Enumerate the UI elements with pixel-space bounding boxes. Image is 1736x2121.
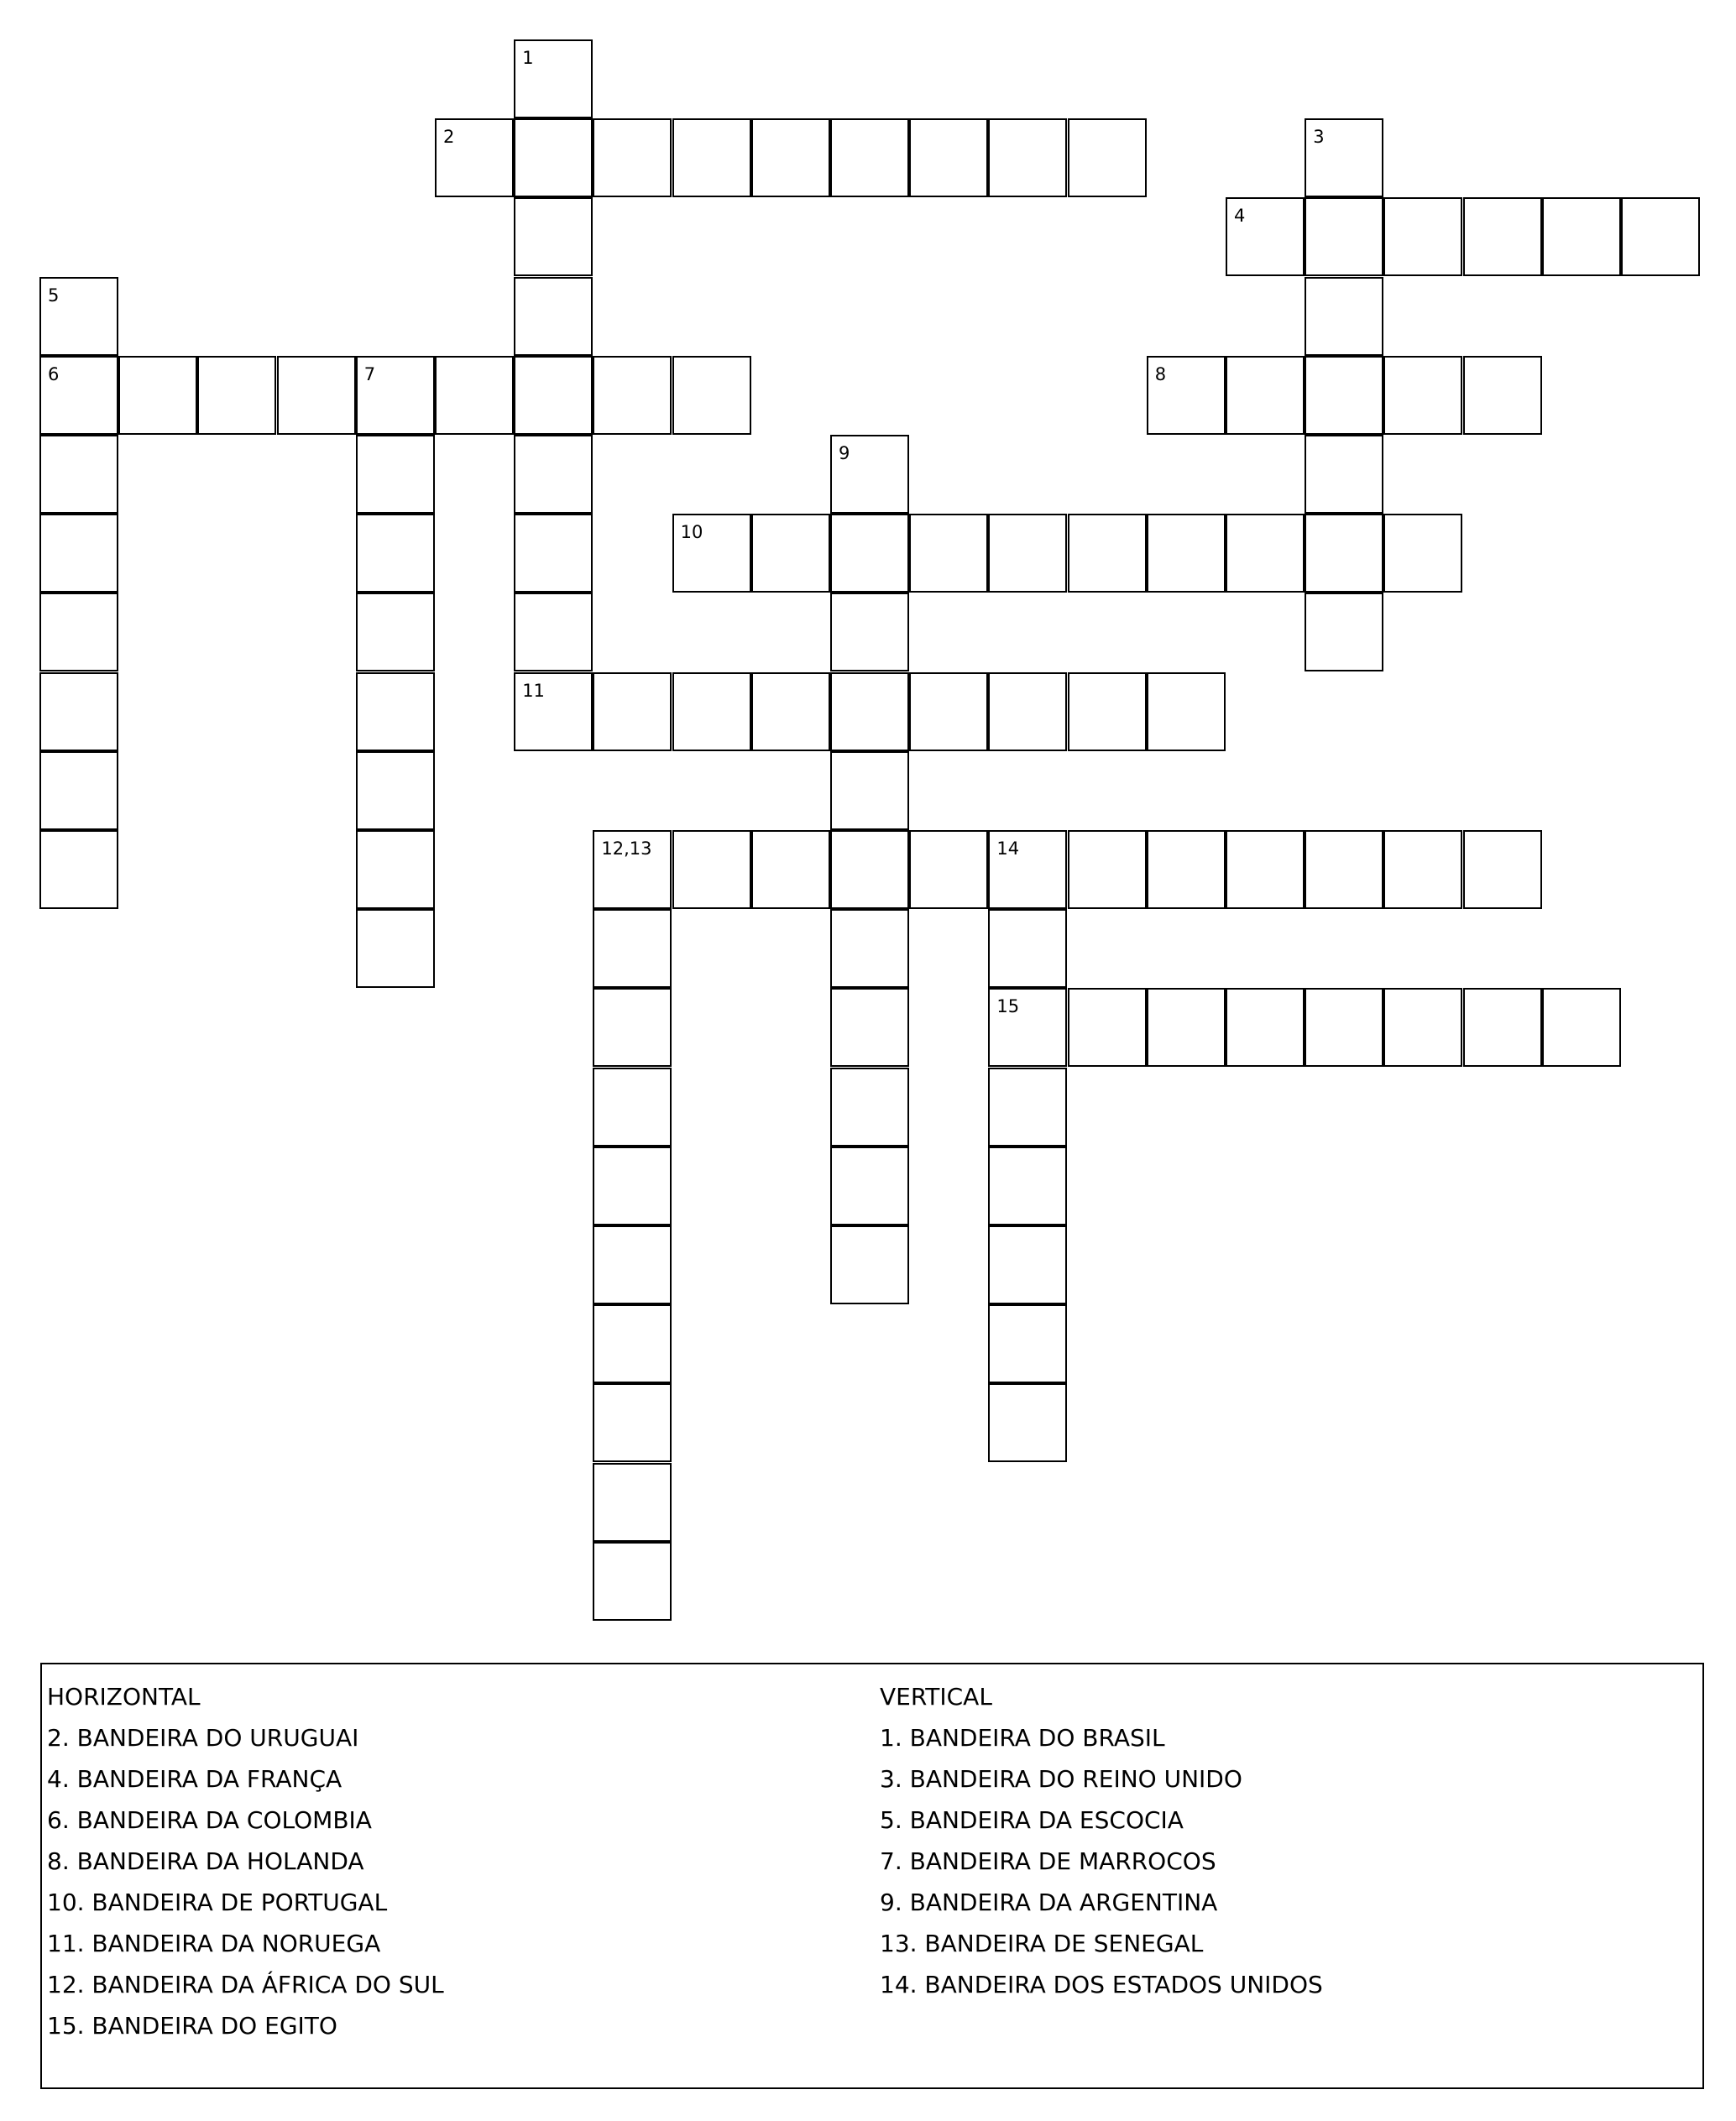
grid-cell[interactable] — [1305, 356, 1383, 435]
grid-cell[interactable] — [1305, 988, 1383, 1067]
grid-cell[interactable] — [672, 356, 751, 435]
clue-number: 2 — [443, 127, 455, 148]
clue-vertical-14: 14. BANDEIRA DOS ESTADOS UNIDOS — [880, 1971, 1323, 1998]
horizontal-clues — [47, 1676, 444, 2046]
grid-cell[interactable] — [593, 1225, 672, 1304]
grid-cell[interactable] — [514, 356, 593, 435]
grid-cell[interactable] — [514, 277, 593, 356]
clue-vertical-9: 9. BANDEIRA DA ARGENTINA — [880, 1889, 1218, 1916]
grid-cell[interactable] — [1068, 988, 1147, 1067]
grid-cell[interactable] — [593, 1068, 672, 1147]
grid-cell[interactable] — [514, 39, 593, 118]
grid-cell[interactable] — [1226, 356, 1305, 435]
grid-cell[interactable] — [1147, 672, 1226, 751]
grid-cell[interactable] — [672, 514, 751, 593]
grid-cell[interactable] — [988, 1304, 1067, 1383]
grid-cell[interactable] — [1305, 435, 1383, 514]
grid-cell[interactable] — [830, 830, 909, 909]
grid-cell[interactable] — [988, 1147, 1067, 1225]
grid-cell[interactable] — [909, 830, 988, 909]
grid-cell[interactable] — [39, 830, 118, 909]
grid-cell[interactable] — [909, 118, 988, 197]
grid-cell[interactable] — [1305, 277, 1383, 356]
grid-cell[interactable] — [514, 672, 593, 751]
grid-cell[interactable] — [751, 514, 830, 593]
grid-cell[interactable] — [356, 909, 435, 988]
grid-cell[interactable] — [514, 593, 593, 671]
grid-cell[interactable] — [1147, 514, 1226, 593]
clue-horizontal-11: 11. BANDEIRA DA NORUEGA — [47, 1930, 381, 1957]
clue-number: 5 — [48, 285, 60, 306]
grid-cell[interactable] — [830, 1068, 909, 1147]
clue-number: 8 — [1154, 363, 1167, 384]
clue-vertical-1: 1. BANDEIRA DO BRASIL — [880, 1724, 1165, 1752]
grid-cell[interactable] — [1147, 830, 1226, 909]
grid-cell[interactable] — [1542, 988, 1621, 1067]
grid-cell[interactable] — [356, 593, 435, 671]
grid-cell[interactable] — [593, 1304, 672, 1383]
clue-horizontal-10: 10. BANDEIRA DE PORTUGAL — [47, 1889, 388, 1916]
grid-cell[interactable] — [593, 830, 672, 909]
grid-cell[interactable] — [39, 672, 118, 751]
grid-cell[interactable] — [909, 514, 988, 593]
grid-cell[interactable] — [1226, 830, 1305, 909]
grid-cell[interactable] — [593, 1542, 672, 1621]
clue-horizontal-12: 12. BANDEIRA DA ÁFRICA DO SUL — [47, 1971, 444, 1998]
clues-box — [40, 1663, 1704, 2089]
grid-cell[interactable] — [356, 514, 435, 593]
clue-number: 1 — [522, 48, 534, 68]
clue-vertical-7: 7. BANDEIRA DE MARROCOS — [880, 1847, 1216, 1875]
grid-cell[interactable] — [514, 118, 593, 197]
grid-cell[interactable] — [435, 118, 514, 197]
grid-cell[interactable] — [830, 118, 909, 197]
grid-cell[interactable] — [751, 118, 830, 197]
grid-cell[interactable] — [830, 988, 909, 1067]
grid-cell[interactable] — [830, 1147, 909, 1225]
vertical-clues — [880, 1676, 1323, 2005]
clue-vertical-5: 5. BANDEIRA DA ESCOCIA — [880, 1806, 1184, 1834]
grid-cell[interactable] — [1383, 197, 1462, 276]
grid-cell[interactable] — [672, 118, 751, 197]
horizontal-heading: HORIZONTAL — [47, 1683, 201, 1711]
grid-cell[interactable] — [1463, 830, 1542, 909]
clue-number: 6 — [48, 363, 60, 384]
grid-cell[interactable] — [39, 593, 118, 671]
grid-cell[interactable] — [39, 277, 118, 356]
clue-number: 14 — [996, 838, 1020, 859]
grid-cell[interactable] — [830, 435, 909, 514]
grid-cell[interactable] — [356, 435, 435, 514]
grid-cell[interactable] — [593, 988, 672, 1067]
vertical-heading: VERTICAL — [880, 1683, 992, 1711]
grid-cell[interactable] — [1305, 118, 1383, 197]
grid-cell[interactable] — [988, 988, 1067, 1067]
clue-number: 7 — [363, 363, 376, 384]
grid-cell[interactable] — [988, 1383, 1067, 1462]
grid-cell[interactable] — [830, 909, 909, 988]
grid-cell[interactable] — [1621, 197, 1700, 276]
grid-cell[interactable] — [672, 672, 751, 751]
grid-cell[interactable] — [277, 356, 356, 435]
grid-cell[interactable] — [1068, 118, 1147, 197]
grid-cell[interactable] — [830, 751, 909, 830]
grid-cell[interactable] — [1305, 830, 1383, 909]
grid-cell[interactable] — [988, 909, 1067, 988]
grid-cell[interactable] — [593, 1463, 672, 1542]
grid-cell[interactable] — [830, 672, 909, 751]
grid-cell[interactable] — [1068, 514, 1147, 593]
grid-cell[interactable] — [1383, 830, 1462, 909]
grid-cell[interactable] — [356, 751, 435, 830]
grid-cell[interactable] — [435, 356, 514, 435]
grid-cell[interactable] — [988, 514, 1067, 593]
grid-cell[interactable] — [672, 830, 751, 909]
grid-cell[interactable] — [39, 751, 118, 830]
grid-cell[interactable] — [1068, 672, 1147, 751]
grid-cell[interactable] — [1463, 988, 1542, 1067]
grid-cell[interactable] — [1383, 988, 1462, 1067]
clue-number: 10 — [680, 522, 703, 543]
clue-number: 9 — [839, 443, 850, 463]
clue-number: 15 — [996, 996, 1020, 1017]
grid-cell[interactable] — [514, 435, 593, 514]
grid-cell[interactable] — [118, 356, 197, 435]
grid-cell[interactable] — [988, 672, 1067, 751]
grid-cell[interactable] — [751, 672, 830, 751]
grid-cell[interactable] — [988, 1068, 1067, 1147]
grid-cell[interactable] — [1383, 514, 1462, 593]
grid-cell[interactable] — [1226, 514, 1305, 593]
grid-cell[interactable] — [988, 1225, 1067, 1304]
grid-cell[interactable] — [1305, 514, 1383, 593]
grid-cell[interactable] — [1226, 988, 1305, 1067]
grid-cell[interactable] — [830, 514, 909, 593]
grid-cell[interactable] — [1383, 356, 1462, 435]
grid-cell[interactable] — [593, 118, 672, 197]
grid-cell[interactable] — [39, 435, 118, 514]
grid-cell[interactable] — [1226, 197, 1305, 276]
grid-cell[interactable] — [39, 514, 118, 593]
grid-cell[interactable] — [751, 830, 830, 909]
grid-cell[interactable] — [1463, 197, 1542, 276]
grid-cell[interactable] — [988, 118, 1067, 197]
grid-cell[interactable] — [39, 356, 118, 435]
grid-cell[interactable] — [1147, 988, 1226, 1067]
grid-cell[interactable] — [593, 1383, 672, 1462]
grid-cell[interactable] — [514, 514, 593, 593]
grid-cell[interactable] — [830, 593, 909, 671]
grid-cell[interactable] — [356, 672, 435, 751]
grid-cell[interactable] — [1147, 356, 1226, 435]
grid-cell[interactable] — [1542, 197, 1621, 276]
grid-cell[interactable] — [1463, 356, 1542, 435]
clue-horizontal-2: 2. BANDEIRA DO URUGUAI — [47, 1724, 359, 1752]
grid-cell[interactable] — [1305, 197, 1383, 276]
clue-number: 12,13 — [601, 838, 652, 859]
grid-cell[interactable] — [356, 356, 435, 435]
grid-cell[interactable] — [197, 356, 276, 435]
clue-horizontal-15: 15. BANDEIRA DO EGITO — [47, 2012, 337, 2040]
grid-cell[interactable] — [514, 197, 593, 276]
grid-cell[interactable] — [988, 830, 1067, 909]
grid-cell[interactable] — [909, 672, 988, 751]
clue-horizontal-4: 4. BANDEIRA DA FRANÇA — [47, 1765, 342, 1793]
grid-cell[interactable] — [1305, 593, 1383, 671]
clue-number: 11 — [522, 680, 545, 701]
clue-vertical-13: 13. BANDEIRA DE SENEGAL — [880, 1930, 1204, 1957]
grid-cell[interactable] — [1068, 830, 1147, 909]
clue-horizontal-6: 6. BANDEIRA DA COLOMBIA — [47, 1806, 372, 1834]
clue-number: 3 — [1313, 127, 1325, 148]
clue-horizontal-8: 8. BANDEIRA DA HOLANDA — [47, 1847, 364, 1875]
grid-cell[interactable] — [593, 909, 672, 988]
grid-cell[interactable] — [830, 1225, 909, 1304]
grid-cell[interactable] — [593, 356, 672, 435]
grid-cell[interactable] — [593, 1147, 672, 1225]
grid-cell[interactable] — [356, 830, 435, 909]
grid-cell[interactable] — [593, 672, 672, 751]
clue-vertical-3: 3. BANDEIRA DO REINO UNIDO — [880, 1765, 1242, 1793]
clue-number: 4 — [1234, 206, 1246, 227]
